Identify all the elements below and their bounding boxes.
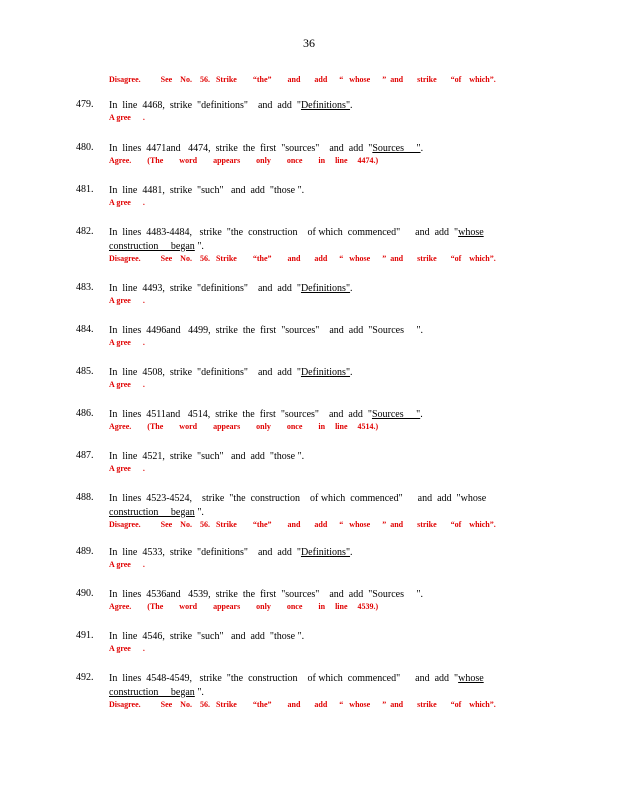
item-text-part: In lines 4548-4549, strike "the construction of which commenced" and add " bbox=[109, 673, 459, 684]
item-text-line2 bbox=[109, 506, 514, 520]
underlined-text: whose bbox=[458, 673, 484, 684]
underlined-text: construction began bbox=[109, 507, 195, 518]
item-response-note: A gree . bbox=[109, 198, 145, 207]
item-number: 485. bbox=[76, 366, 94, 377]
item-response-note: Disagree. See No. 56. Strike “the” and add “ whose ” and strike “of which”. bbox=[109, 700, 496, 709]
underlined-text: construction began bbox=[109, 241, 195, 252]
item-number: 483. bbox=[76, 282, 94, 293]
item-body bbox=[109, 324, 514, 348]
underlined-text: Sources " bbox=[371, 409, 421, 420]
item-text bbox=[109, 630, 514, 644]
item-text bbox=[109, 99, 514, 113]
item-number: 490. bbox=[76, 588, 94, 599]
item-text-part: . bbox=[350, 100, 353, 111]
item-text-part: In line 4481, strike "such" and add "those ". bbox=[109, 185, 305, 196]
item-body bbox=[109, 672, 514, 710]
underlined-text: Definitions" bbox=[300, 367, 351, 378]
item-text-part: In line 4468, strike "definitions" and add " bbox=[109, 100, 301, 111]
item-text-part: In lines 4536and 4539, strike the first "sources" and add "Sources ". bbox=[109, 589, 424, 600]
item-number: 481. bbox=[76, 184, 94, 195]
item-body bbox=[109, 588, 514, 612]
underlined-text: Definitions" bbox=[300, 100, 351, 111]
item-body bbox=[109, 408, 514, 432]
item-text bbox=[109, 366, 514, 380]
item-text-part: In lines 4471and 4474, strike the first "sources" and add " bbox=[109, 143, 373, 154]
underlined-text: construction began bbox=[109, 687, 195, 698]
item-body bbox=[109, 546, 514, 570]
item-response-note: Agree. (The word appears only once in line 4514.) bbox=[109, 422, 379, 431]
item-text bbox=[109, 142, 514, 156]
item-text-part: In line 4521, strike "such" and add "those ". bbox=[109, 451, 305, 462]
underlined-text: whose bbox=[458, 227, 484, 238]
item-response-note: A gree . bbox=[109, 644, 145, 653]
item-number: 480. bbox=[76, 142, 94, 153]
item-body bbox=[109, 492, 514, 530]
item-text bbox=[109, 546, 514, 560]
item-body bbox=[109, 226, 514, 264]
item-text-part: . bbox=[420, 143, 424, 154]
item-text bbox=[109, 226, 514, 240]
item-number: 492. bbox=[76, 672, 94, 683]
item-body bbox=[109, 366, 514, 390]
item-response-note: A gree . bbox=[109, 560, 145, 569]
item-body bbox=[109, 142, 514, 166]
item-text bbox=[109, 588, 514, 602]
item-number: 484. bbox=[76, 324, 94, 335]
item-number: 486. bbox=[76, 408, 94, 419]
item-response-note: A gree . bbox=[109, 113, 145, 122]
item-number: 482. bbox=[76, 226, 94, 237]
item-text bbox=[109, 324, 514, 338]
item-text-part: ". bbox=[194, 687, 204, 698]
item-number: 479. bbox=[76, 99, 94, 110]
item-text-part: In line 4493, strike "definitions" and add " bbox=[109, 283, 301, 294]
item-text-part: In lines 4511and 4514, strike the first "sources" and add " bbox=[109, 409, 372, 420]
item-text-part: . bbox=[350, 283, 353, 294]
item-text bbox=[109, 184, 514, 198]
item-response-note: A gree . bbox=[109, 380, 145, 389]
item-response-note: Disagree. See No. 56. Strike “the” and add “ whose ” and strike “of which”. bbox=[109, 254, 496, 263]
item-number: 488. bbox=[76, 492, 94, 503]
item-text bbox=[109, 282, 514, 296]
item-text-part: In line 4533, strike "definitions" and add " bbox=[109, 547, 301, 558]
item-body bbox=[109, 282, 514, 306]
item-body bbox=[109, 99, 514, 123]
item-body bbox=[109, 184, 514, 208]
item-text-line2 bbox=[109, 240, 514, 254]
page-number: 36 bbox=[303, 36, 315, 50]
item-response-note: A gree . bbox=[109, 296, 145, 305]
item-number: 487. bbox=[76, 450, 94, 461]
item-text-part: . bbox=[420, 409, 423, 420]
item-number: 489. bbox=[76, 546, 94, 557]
item-text-part: ". bbox=[194, 241, 204, 252]
item-text bbox=[109, 672, 514, 686]
underlined-text: Sources " bbox=[372, 143, 421, 154]
item-text bbox=[109, 492, 514, 506]
item-response-note: A gree . bbox=[109, 464, 145, 473]
item-number: 491. bbox=[76, 630, 94, 641]
item-text-part: . bbox=[350, 547, 353, 558]
item-text bbox=[109, 450, 514, 464]
item-response-note: Agree. (The word appears only once in line 4474.) bbox=[109, 156, 379, 165]
item-text-part: ". bbox=[194, 507, 204, 518]
item-text bbox=[109, 408, 514, 422]
item-response-note: Disagree. See No. 56. Strike “the” and add “ whose ” and strike “of which”. bbox=[109, 520, 496, 529]
item-text-line2 bbox=[109, 686, 514, 700]
item-text-part: In lines 4483-4484, strike "the construction of which commenced" and add " bbox=[109, 227, 459, 238]
item-response-note: Agree. (The word appears only once in line 4539.) bbox=[109, 602, 379, 611]
item-body bbox=[109, 630, 514, 654]
item-text-part: In lines 4496and 4499, strike the first "sources" and add "Sources ". bbox=[109, 325, 424, 336]
item-text-part: In line 4508, strike "definitions" and add " bbox=[109, 367, 301, 378]
item-text-part: In lines 4523-4524, strike "the construction of which commenced" and add "whose bbox=[109, 493, 487, 504]
top-note: Disagree. See No. 56. Strike “the” and add “ whose ” and strike “of which”. bbox=[109, 75, 496, 84]
item-body bbox=[109, 450, 514, 474]
underlined-text: Definitions" bbox=[300, 547, 351, 558]
underlined-text: Definitions" bbox=[300, 283, 351, 294]
item-text-part: . bbox=[350, 367, 353, 378]
item-response-note: A gree . bbox=[109, 338, 145, 347]
item-text-part: In line 4546, strike "such" and add "those ". bbox=[109, 631, 305, 642]
